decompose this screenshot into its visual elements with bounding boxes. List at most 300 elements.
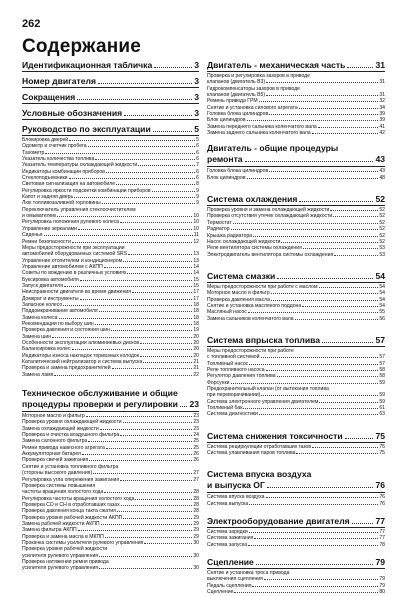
- section-items: [207, 73, 385, 136]
- leader-dots: [269, 114, 378, 115]
- leader-dots: [72, 242, 193, 243]
- leader-dots: [102, 203, 196, 204]
- entry-page: 23: [193, 419, 199, 426]
- entry-page: 29: [193, 514, 199, 521]
- toc-entry-line: Меры предосторожности при эксплуатации: [22, 244, 125, 251]
- entry-title: Сцепление: [207, 589, 234, 596]
- section-page: 57: [375, 334, 385, 345]
- entry-page: 15: [193, 282, 199, 289]
- entry-title: Проверка отсутствия утечек охлаждающей жидкости: [207, 213, 333, 220]
- entry-title: Буксировка автомобиля: [22, 276, 79, 283]
- entry-title: Регулировка угла опережения зажигания: [22, 476, 120, 483]
- toc-heading[interactable]: [22, 92, 199, 104]
- toc-entry-line: Предохранительный клапан (от вытекания топлива: [207, 386, 329, 392]
- entry-title: Проверка СО и СН в отработавших газах: [22, 501, 120, 508]
- entry-title: Меры предосторожности при работе с маслом: [207, 283, 318, 290]
- section-page: 5: [194, 124, 199, 134]
- leader-dots: [86, 416, 193, 417]
- entry-title: Капот и задняя дверь: [22, 194, 74, 201]
- entry-title: Тахометр: [22, 149, 45, 156]
- leader-dots: [247, 178, 379, 179]
- entry-page: 10: [193, 225, 199, 232]
- leader-dots: [123, 261, 192, 262]
- entry-page: 77: [379, 529, 385, 536]
- entry-page: 54: [379, 290, 385, 297]
- section-title-line1: Двигатель - общие процедуры: [207, 143, 339, 154]
- section-page: 23: [189, 399, 199, 410]
- leader-dots: [95, 324, 193, 325]
- section-maintenance: [22, 388, 199, 572]
- section-page: 52: [375, 194, 385, 205]
- leader-dots: [44, 235, 193, 236]
- section-title: Система охлаждения: [207, 194, 298, 205]
- leader-dots: [99, 556, 192, 557]
- toc-entry[interactable]: [22, 372, 199, 378]
- leader-dots: [101, 524, 193, 525]
- entry-title: автомобилей оборудованных системой SRS: [22, 251, 128, 258]
- leader-dots: [104, 267, 193, 268]
- entry-title: при переворачивании): [207, 392, 261, 399]
- toc-heading[interactable]: [22, 76, 199, 88]
- entry-page: 18: [193, 314, 199, 321]
- section-title: Двигатель - механическая часть: [207, 60, 346, 70]
- entry-title: Прокачка системы усилителя рулевого управления: [22, 539, 144, 546]
- entry-page: 18: [193, 301, 199, 308]
- entry-page: 17: [193, 295, 199, 302]
- entry-title: Моторное масло и фильтр: [22, 413, 85, 420]
- leader-dots: [231, 229, 379, 230]
- entry-title: усилителя рулевого управления: [22, 552, 99, 559]
- entry-page: 18: [193, 308, 199, 315]
- top-sections: [22, 60, 199, 120]
- leader-dots: [117, 511, 192, 512]
- leader-dots: [248, 312, 379, 313]
- leader-dots: [299, 108, 379, 109]
- entry-title: Указатель температуры охлаждающей жидкости: [22, 162, 138, 169]
- entry-title: Система зажигания: [207, 535, 254, 542]
- entry-title: Световая сигнализация на автомобиле: [22, 181, 116, 188]
- leader-dots: [152, 191, 196, 192]
- entry-page: 21: [193, 359, 199, 366]
- entry-page: 59: [379, 398, 385, 405]
- leader-dots: [98, 83, 192, 84]
- leader-dots: [334, 255, 378, 256]
- entry-page: 57: [379, 360, 385, 367]
- leader-dots: [95, 159, 195, 160]
- leader-dots: [245, 161, 374, 162]
- leader-dots: [128, 254, 192, 255]
- leader-dots: [269, 171, 378, 172]
- entry-title: Радиатор: [207, 226, 230, 233]
- entry-page: 19: [193, 327, 199, 334]
- heading-page: 3: [194, 108, 199, 118]
- leader-dots: [120, 435, 192, 436]
- leader-dots: [99, 311, 193, 312]
- entry-title: клапанов (двигатель В5): [207, 92, 266, 99]
- entry-title: Проверка уровня охлаждающей жидкости: [22, 419, 122, 426]
- entry-title: Масляный насос: [207, 309, 247, 316]
- toc-heading[interactable]: [22, 60, 199, 72]
- entry-title: Замена ламп: [22, 371, 54, 378]
- entry-title: Проверка давления масла: [207, 296, 270, 303]
- entry-title: Снятие и установка масляного поддона: [207, 302, 302, 309]
- section-heading: [207, 335, 385, 347]
- section-heading: [207, 143, 385, 167]
- toc-entry[interactable]: [207, 130, 385, 136]
- entry-page: 79: [379, 576, 385, 583]
- heading-page: 3: [194, 76, 199, 86]
- entry-page: 53: [379, 251, 385, 258]
- section-title: Руководство по эксплуатации: [22, 124, 151, 134]
- entry-page: 29: [193, 520, 199, 527]
- entry-page: 6: [196, 156, 199, 163]
- entry-page: 41: [379, 123, 385, 130]
- entry-page: 24: [193, 432, 199, 439]
- entry-page: 48: [379, 174, 385, 181]
- entry-page: 80: [379, 589, 385, 596]
- entry-page: 9: [196, 194, 199, 201]
- entry-title: Замена фильтра АКПП: [22, 527, 77, 534]
- entry-page: 63: [379, 411, 385, 418]
- leader-dots: [261, 357, 379, 358]
- leader-dots: [74, 197, 195, 198]
- entry-page: 76: [379, 500, 385, 507]
- leader-dots: [80, 299, 193, 300]
- leader-dots: [106, 172, 195, 173]
- leader-dots: [302, 306, 378, 307]
- entry-title: Запасное колесо: [22, 301, 63, 308]
- section-title-line2: процедуры проверки и регулировки: [22, 399, 178, 410]
- entry-title: Управление зеркалами: [22, 225, 78, 232]
- entry-page: 30: [193, 539, 199, 546]
- entry-title: Снятие и установка силового агрегата: [207, 104, 298, 111]
- section-heading: [207, 271, 385, 283]
- leader-dots: [72, 349, 193, 350]
- entry-title: (стороны высокого давления): [22, 470, 93, 477]
- leader-dots: [88, 441, 192, 442]
- leader-dots: [266, 497, 379, 498]
- leader-dots: [352, 523, 374, 524]
- leader-dots: [249, 364, 378, 365]
- leader-dots: [80, 280, 193, 281]
- leader-dots: [271, 293, 379, 294]
- entry-page: 15: [193, 276, 199, 283]
- entry-title: Система выпуска: [207, 500, 249, 507]
- entry-title: Замена салонного фильтра: [22, 438, 88, 445]
- section-page: 76: [375, 480, 385, 491]
- entry-page: 31: [379, 92, 385, 99]
- entry-title: Регулировка яркости подсветки комбинации приборов: [22, 187, 151, 194]
- entry-title: Стеклоподъемники: [22, 175, 68, 182]
- leader-dots: [88, 146, 196, 147]
- entry-page: 8: [196, 181, 199, 188]
- entry-page: 52: [379, 219, 385, 226]
- toc-entry[interactable]: [207, 316, 385, 322]
- entry-page: 20: [193, 346, 199, 353]
- toc-heading[interactable]: [22, 108, 199, 120]
- entry-page: 75: [379, 450, 385, 457]
- section-title-line1: Система впуска воздуха: [207, 469, 312, 480]
- section-emissions: [207, 431, 385, 457]
- toc-entry-line: Гидрокомпенсаторы зазоров в приводе: [207, 85, 301, 92]
- leader-dots: [123, 422, 193, 423]
- section-items: [207, 444, 385, 457]
- entry-page: 27: [193, 476, 199, 483]
- leader-dots: [64, 286, 192, 287]
- entry-title: Система диагностики: [207, 411, 258, 418]
- section-page: 31: [375, 60, 385, 70]
- entry-title: Замена рабочей жидкости АКПП: [22, 520, 100, 527]
- entry-page: 28: [193, 495, 199, 502]
- leader-dots: [253, 236, 378, 237]
- entry-page: 52: [379, 238, 385, 245]
- entry-title: Домкрат и инструменты: [22, 295, 79, 302]
- entry-page: 75: [379, 443, 385, 450]
- leader-dots: [59, 318, 193, 319]
- leader-dots: [99, 568, 192, 569]
- entry-page: 23: [193, 413, 199, 420]
- leader-dots: [127, 273, 192, 274]
- leader-dots: [299, 201, 373, 202]
- section-heading: [207, 469, 385, 493]
- leader-dots: [121, 505, 193, 506]
- entry-title: Система зарядки: [207, 529, 248, 536]
- leader-dots: [106, 448, 192, 449]
- leader-dots: [256, 564, 374, 565]
- entry-title: Система улавливания паров топлива: [207, 450, 296, 457]
- leader-dots: [132, 292, 192, 293]
- heading-title: Сокращения: [22, 92, 76, 102]
- section-items: [207, 348, 385, 418]
- entry-page: 9: [196, 187, 199, 194]
- leader-dots: [154, 67, 192, 68]
- section-title-line2: ремонта: [207, 154, 243, 165]
- entry-page: 25: [193, 444, 199, 451]
- leader-dots: [271, 300, 378, 301]
- entry-page: 28: [193, 489, 199, 496]
- entry-page: 6: [196, 149, 199, 156]
- leader-dots: [333, 216, 378, 217]
- entry-page: 6: [196, 168, 199, 175]
- section-title: Электрооборудование двигателя: [207, 516, 350, 527]
- leader-dots: [231, 383, 379, 384]
- leader-dots: [249, 504, 378, 505]
- toc-entry[interactable]: [207, 252, 385, 258]
- entry-page: 61: [379, 405, 385, 412]
- leader-dots: [345, 438, 374, 439]
- heading-title: Идентификационная табличка: [22, 60, 153, 70]
- entry-page: 77: [379, 535, 385, 542]
- entry-page: 43: [379, 168, 385, 175]
- section-items: [207, 529, 385, 548]
- section-heading: [22, 388, 199, 412]
- entry-page: 58: [379, 366, 385, 373]
- toc-entry[interactable]: [207, 542, 385, 548]
- heading-title: Номер двигателя: [22, 76, 96, 86]
- entry-title: и омывателем: [22, 213, 56, 220]
- leader-dots: [82, 454, 192, 455]
- leader-dots: [120, 480, 192, 481]
- leader-dots: [105, 537, 193, 538]
- entry-title: Насос охлаждающей жидкости: [207, 238, 281, 245]
- leader-dots: [266, 82, 378, 83]
- section-page: 75: [375, 430, 385, 441]
- leader-dots: [296, 453, 378, 454]
- entry-title: Проверка давления и состояния шин: [22, 327, 110, 334]
- leader-dots: [116, 184, 195, 185]
- section-heading: [22, 124, 199, 136]
- leader-dots: [248, 545, 378, 546]
- entry-page: 57: [379, 354, 385, 361]
- section-title: Система снижения токсичности: [207, 430, 343, 441]
- entry-title: Замена сальников коленчатого вала: [207, 315, 294, 322]
- entry-page: 25: [193, 438, 199, 445]
- entry-title: Реле топливного насоса: [207, 366, 265, 373]
- toc-entry[interactable]: [22, 565, 199, 571]
- entry-page: 59: [379, 379, 385, 386]
- leader-dots: [254, 538, 378, 539]
- leader-dots: [100, 429, 193, 430]
- entry-title: Регулировка положения рулевого колеса: [22, 219, 120, 226]
- entry-page: 53: [379, 245, 385, 252]
- entry-title: Проверка и замена масла в МКПП: [22, 533, 104, 540]
- toc-entry[interactable]: [207, 501, 385, 507]
- entry-page: 34: [379, 104, 385, 111]
- entry-title: Индикаторы комбинации приборов: [22, 168, 105, 175]
- entry-title: Поддомкрачивание автомобиля: [22, 308, 98, 315]
- leader-dots: [295, 319, 379, 320]
- entry-page: 58: [379, 373, 385, 380]
- entry-title: Ремни привода навесного агрегата: [22, 444, 105, 451]
- entry-title: выключения сцепления: [207, 576, 263, 583]
- leader-dots: [111, 330, 192, 331]
- entry-page: 30: [193, 552, 199, 559]
- entry-title: Ремни безопасности: [22, 238, 71, 245]
- section-intake-exhaust: [207, 469, 385, 507]
- toc-entry-line: Проверка системы повышения: [22, 482, 96, 489]
- section-heading: [207, 60, 385, 72]
- section-items: [207, 207, 385, 258]
- leader-dots: [124, 115, 192, 116]
- entry-page: 29: [193, 527, 199, 534]
- toc-entry-line: Переключатель управления стеклоочистителем: [22, 206, 136, 213]
- section-fuel-injection: [207, 335, 385, 418]
- entry-page: 55: [379, 309, 385, 316]
- toc-entry-line: Проверка натяжения ремня привода: [22, 558, 109, 565]
- leader-dots: [267, 487, 374, 488]
- leader-dots: [89, 460, 192, 461]
- entry-title: Блок цилиндров: [207, 174, 246, 181]
- entry-page: 54: [379, 296, 385, 303]
- section-items: [207, 570, 385, 595]
- entry-title: Реле вентилятора системы охлаждения: [207, 245, 302, 252]
- entry-title: Блок цилиндров: [207, 117, 246, 124]
- section-page: 77: [375, 516, 385, 527]
- entry-page: 76: [379, 494, 385, 501]
- entry-page: 20: [193, 333, 199, 340]
- entry-title: Индикаторы износа накладок тормозных колодок: [22, 352, 139, 359]
- leader-dots: [312, 447, 378, 448]
- right-column: [207, 60, 385, 596]
- entry-page: 59: [379, 392, 385, 399]
- entry-title: Проверка уровня и замена охлаждающей жидкости: [207, 207, 330, 214]
- leader-dots: [144, 543, 192, 544]
- section-page: 79: [375, 557, 385, 568]
- leader-dots: [138, 165, 195, 166]
- entry-page: 13: [193, 257, 199, 264]
- entry-title: Проверка давления конца такта сжатия: [22, 508, 116, 515]
- section-lubrication: [207, 271, 385, 322]
- entry-title: Неисправности двигателя во время движения: [22, 289, 132, 296]
- leader-dots: [277, 376, 379, 377]
- leader-dots: [347, 67, 373, 68]
- page-title: Содержание: [22, 36, 142, 57]
- entry-title: частоты вращения холостого хода: [22, 489, 104, 496]
- entry-page: 56: [379, 315, 385, 322]
- leader-dots: [249, 532, 379, 533]
- leader-dots: [266, 95, 378, 96]
- entry-title: Аккумуляторная батарея: [22, 451, 81, 458]
- entry-title: Проверка уровня рабочей жидкости АКПП: [22, 514, 123, 521]
- entry-title: Система рециркуляции отработавших газов: [207, 443, 312, 450]
- entry-title: Регулировка частоты вращения холостого хода: [22, 495, 135, 502]
- section-operation: [22, 124, 199, 378]
- entry-title: Термостат: [207, 219, 232, 226]
- toc-entry-line: Проверка уровня рабочей жидкости: [22, 546, 108, 553]
- entry-page: 54: [379, 283, 385, 290]
- toc-entry[interactable]: [207, 589, 385, 595]
- entry-page: 7: [196, 162, 199, 169]
- toc-entry[interactable]: [207, 450, 385, 456]
- leader-dots: [247, 120, 379, 121]
- entry-title: Педаль сцепления: [207, 582, 252, 589]
- entry-title: Указатель количества топлива: [22, 156, 95, 163]
- entry-title: Управление отопителем и кондиционером: [22, 257, 123, 264]
- entry-title: Каталитический нейтрализатор и система выпуска: [22, 359, 143, 366]
- entry-page: 5: [196, 137, 199, 143]
- entry-page: 31: [379, 79, 385, 86]
- toc-entry[interactable]: [207, 175, 385, 181]
- leader-dots: [261, 395, 378, 396]
- leader-dots: [78, 229, 192, 230]
- leader-dots: [259, 101, 379, 102]
- entry-page: 39: [379, 117, 385, 124]
- entry-title: Моторное масло и фильтр: [207, 290, 270, 297]
- toc-entry[interactable]: [207, 411, 385, 417]
- section-title-line2: и выпуска ОГ: [207, 480, 265, 491]
- entry-page: 20: [193, 340, 199, 346]
- entry-page: 52: [379, 207, 385, 214]
- section-heading: [207, 194, 385, 206]
- page-number: 262: [22, 18, 41, 30]
- entry-page: 20: [193, 352, 199, 359]
- leader-dots: [77, 99, 192, 100]
- section-page: 43: [375, 154, 385, 165]
- entry-page: 10: [193, 219, 199, 226]
- entry-page: 32: [379, 98, 385, 105]
- leader-dots: [112, 368, 193, 369]
- entry-page: 54: [379, 302, 385, 309]
- entry-page: 78: [379, 541, 385, 548]
- entry-page: 9: [196, 200, 199, 207]
- entry-page: 79: [379, 582, 385, 589]
- leader-dots: [143, 362, 192, 363]
- leader-dots: [153, 131, 192, 132]
- leader-dots: [93, 473, 192, 474]
- entry-title: Система впуска воздуха: [207, 494, 265, 501]
- entry-title: Электродвигатель вентилятора системы охлаждения: [207, 251, 334, 258]
- entry-page: 28: [193, 508, 199, 515]
